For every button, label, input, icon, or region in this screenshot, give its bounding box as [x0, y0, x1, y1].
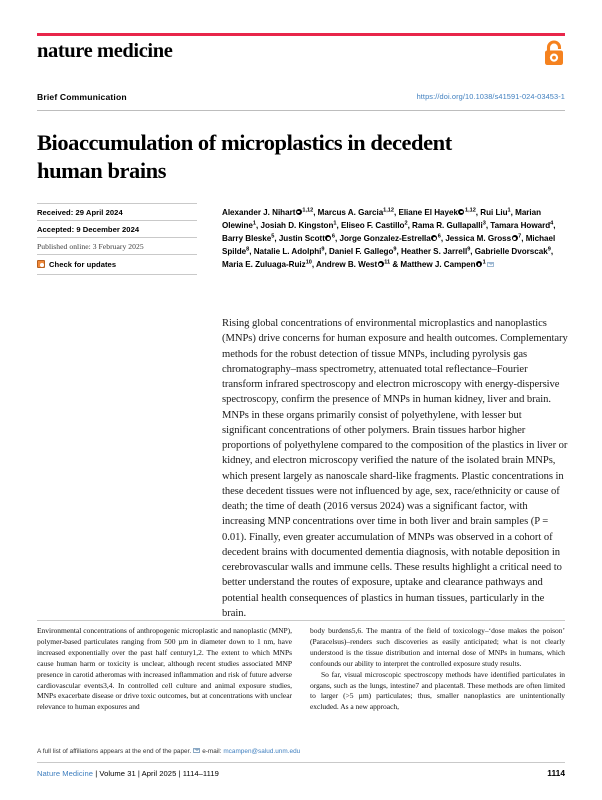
body-divider	[37, 620, 565, 621]
page-title: Bioaccumulation of microplastics in decedent human brains	[37, 130, 452, 183]
email-envelope-icon[interactable]	[487, 262, 494, 267]
affiliation-note	[37, 748, 437, 755]
citation-journal-name: Nature Medicine	[37, 769, 94, 778]
open-access-lock-icon	[543, 40, 565, 66]
doi-link[interactable]: https://doi.org/10.1038/s41591-024-03453-1	[416, 92, 565, 101]
citation-volume-pages: | Volume 31 | April 2025 | 1114–1119	[95, 769, 219, 778]
body-columns	[37, 626, 565, 713]
paragraph: body burdens5,6. The mantra of the field of toxicology–‘dose makes the poison’ (Paracelsus)–renders such discoveries as easily anticipated; what is not clearly understood is the tissue distribution and internal dose of MNPs in humans, which confounds our ability to interpret the controlled exposure study results.	[310, 626, 565, 668]
published-date: Published online: 3 February 2025	[37, 237, 197, 254]
author-list	[222, 206, 568, 272]
accepted-date: Accepted: 9 December 2024	[37, 220, 197, 237]
abstract: Rising global concentrations of environmental microplastics and nanoplastics (MNPs) drive concerns for human exposure and health outcomes. Complementary methods for the robust detection of tissue MNPs, including pyrolysis gas chromatography–mass spectrometry, attenuated total reflectance–Fourier transform infrared spectroscopy and electron microscopy with energy-dispersive spectroscopy, confirm the presence of MNPs in human kidney, liver and brain. MNPs in these organs primarily consist of polyethylene, with lesser but significant concentrations of other polymers. Brain tissues harbor higher proportions of polyethylene compared to the composition of the plastics in liver or kidney, and electron microscopy verified the nature of the isolated brain MNPs, which present largely as nanoscale shard-like fragments. Plastic concentrations in these decedent tissues were not influenced by age, sex, race/ethnicity or cause of death; the time of death (2016 versus 2024) was a significant factor, with increasing MNP concentrations over time in both liver and brain samples (P = 0.01). Finally, even greater accumulation of MNPs was observed in a cohort of decedent brains with documented dementia diagnosis, with notable deposition in cerebrovascular walls and immune cells. These results highlight a critical need to better understand the routes of exposure, uptake and clearance pathways and potential health consequences of plastics in human tissues, particularly in the brain.	[222, 318, 568, 619]
masthead-rule	[37, 33, 565, 36]
affiliation-text: A full list of affiliations appears at the end of the paper.	[37, 748, 192, 755]
body-column-right	[310, 626, 565, 713]
section-label: Brief Communication	[37, 92, 127, 102]
footer-divider	[37, 762, 565, 763]
received-date: Received: 29 April 2024	[37, 203, 197, 220]
author-line: Alexander J. Nihart $^{1,12}$, Marcus A. Garcia$^{1,12}$, Eliane El Hayek $^{1,12}$, Rui Liu$^1$, Marian Olewine$^1$, Josiah D. Kingston$^1$, Eliseo F. Castillo$^2$, Rama R. Gullapalli$^3$, Tamara Howard$^4$, Barry Bleske$^5$, Justin Scott $^6$, Jorge Gonzalez-Estrella $^6$, Jessica M. Gross $^7$, Michael Spilde$^8$, Natalie L. Adolphi$^9$, Daniel F. Gallego$^9$, Heather S. Jarrell$^9$, Gabrielle Dvorscak$^9$, Maria E. Zuluaga-Ruiz$^{10}$, Andrew B. West $^{11}$ & Matthew J. Campen $^1$	[222, 207, 556, 270]
paragraph: So far, visual microscopic spectroscopy methods have identified particulates in organs, such as the lungs, intestine7 and placenta8. These methods are often limited to larger (>5 µm) particulates; thus, smaller nanoplastics are unintentionally excluded. As a new approach,	[310, 669, 565, 712]
page-number: 1114	[547, 768, 565, 778]
check-for-updates-icon	[37, 260, 45, 268]
orcid-icon[interactable]	[378, 261, 384, 267]
journal-logo: nature medicine	[37, 40, 173, 62]
corresponding-email-link[interactable]: mcampen@salud.unm.edu	[223, 748, 301, 755]
body-column-left	[37, 626, 292, 713]
paragraph: Environmental concentrations of anthropogenic microplastic and nanoplastic (MNP), polymer-based particulates ranging from 500 µm in diameter down to 1 nm, have increased exponentially over the past half century1,2. The extent to which MNPs cause human harm or toxicity is unclear, although recent studies associated MNP presence in carotid atheromas with increased inflammation and risk of future adverse cardiovascular events3,4. In controlled cell culture and animal exposure studies, MNPs exacerbate disease or drive toxic outcomes, but at concentrations with unclear relevance to human exposures and	[37, 626, 292, 712]
orcid-icon[interactable]	[296, 209, 302, 215]
journal-citation	[37, 769, 219, 778]
orcid-icon[interactable]	[512, 235, 518, 241]
email-label: e-mail:	[202, 748, 222, 755]
orcid-icon[interactable]	[431, 235, 437, 241]
check-for-updates-label: Check for updates	[49, 259, 117, 269]
orcid-icon[interactable]	[325, 235, 331, 241]
article-history	[37, 203, 197, 275]
title-divider	[37, 110, 565, 111]
check-for-updates[interactable]	[37, 254, 197, 275]
email-envelope-icon	[193, 748, 200, 753]
orcid-icon[interactable]	[458, 209, 464, 215]
orcid-icon[interactable]	[476, 261, 482, 267]
